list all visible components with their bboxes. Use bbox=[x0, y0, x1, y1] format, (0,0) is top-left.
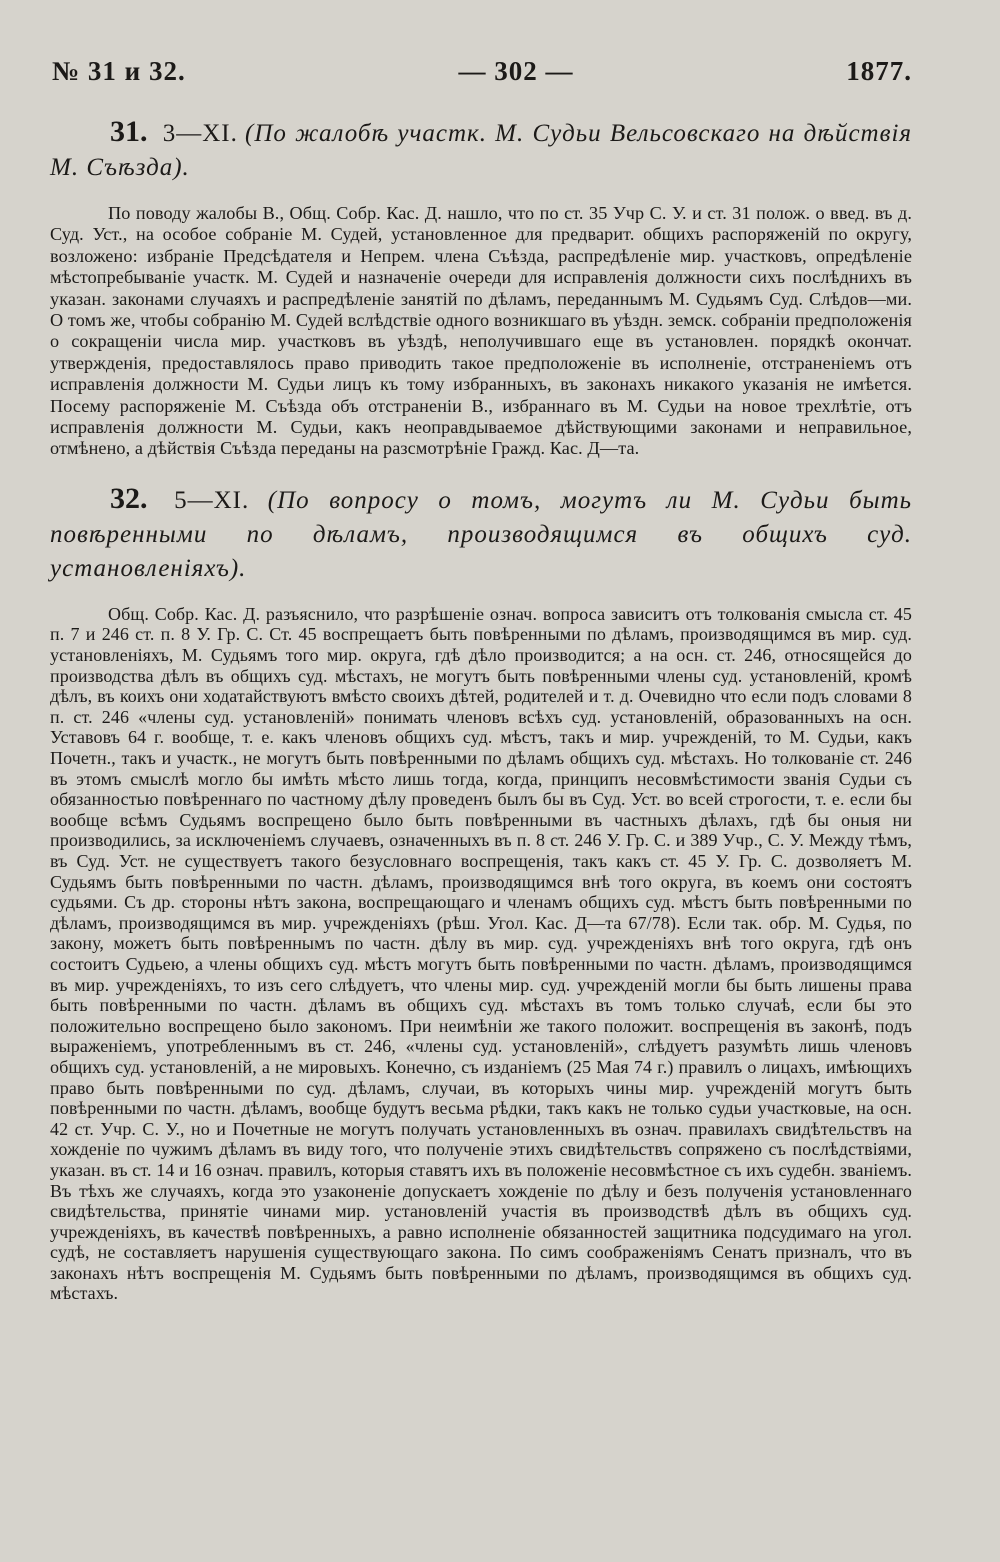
section-title-text: (По жалобѣ участк. М. Судьи Вельсовскаго на дѣйствія М. Съѣзда). bbox=[50, 120, 913, 181]
section-title-text: (По вопросу о томъ, могутъ ли М. Судьи быть повѣренными по дѣламъ, производящимся въ общихъ суд. установленіяхъ). bbox=[50, 486, 913, 582]
year: 1877. bbox=[846, 56, 912, 86]
section-number: 32. bbox=[110, 481, 148, 515]
section-heading bbox=[50, 482, 912, 586]
section-paragraph: По поводу жалобы В., Общ. Собр. Кас. Д. нашло, что по ст. 35 Учр С. У. и ст. 31 полож. о введ. въ д. Суд. Уст., на особое собраніе М. Судей, установленное для предварит. общихъ распоряженій по округу, возложено: избраніе Предсѣдателя и Непрем. члена Съѣзда, распредѣленіе мир. участковъ, опредѣленіе мѣстопребываніе участк. М. Судей и назначеніе очереди для исправленія должности сихъ послѣднихъ въ указан. законами случаяхъ и распредѣленіе занятій по дѣламъ, переданнымъ М. Судьямъ Суд. Слѣдов—ми. О томъ же, чтобы собранію М. Судей вслѣдствіе одного возникшаго въ уѣздн. земск. собраніи предположенія о сокращеніи числа мир. участковъ въ уѣздѣ, неполучившаго еще въ установлен. порядкѣ окончат. утвержденія, предоставлялось право приводить такое предположеніе въ исполненіе, отстраненіемъ отъ исправленія должности М. Судьи лицъ къ тому избранныхъ, въ законахъ никакого указанія не имѣется. Посему распоряженіе М. Съѣзда объ отстраненіи В., избраннаго въ М. Судьи на новое трехлѣтіе, отъ исправленія должности М. Судьи, какъ неоправдываемое дѣйствующими законами и неправильное, отмѣнено, а дѣйствія Съѣзда переданы на разсмотрѣніе Гражд. Кас. Д—та. bbox=[50, 203, 912, 459]
page-number: — 302 — bbox=[458, 56, 574, 86]
section-body bbox=[50, 203, 912, 460]
section-paragraph: Общ. Собр. Кас. Д. разъяснило, что разрѣшеніе означ. вопроса зависитъ отъ толкованія смысла ст. 45 п. 7 и 246 ст. п. 8 У. Гр. С. Ст. 45 воспрещаетъ быть повѣренными по дѣламъ, производящимся въ мир. суд. установленіяхъ, М. Судьямъ того мир. округа, гдѣ дѣло производится; а на осн. ст. 246, относящейся до производства дѣлъ въ общихъ суд. мѣстахъ, не могутъ быть повѣренными члены суд. установленій, кромѣ дѣлъ, въ коихъ они ходатайствуютъ вмѣсто своихъ дѣтей, родителей и т. д. Очевидно что если подъ словами 8 п. ст. 246 «члены суд. установленій» понимать членовъ всѣхъ суд. установленій, образованныхъ на осн. Уставовъ 64 г. вообще, т. е. какъ членовъ общихъ суд. мѣстъ, такъ и мир. учрежденій, то М. Судьи, какъ Почетн., такъ и участк., не могутъ быть повѣренными по дѣламъ общихъ суд. мѣстахъ. Но толкованіе ст. 246 въ этомъ смыслѣ могло бы имѣть мѣсто лишь тогда, когда, принципъ несовмѣстимости званія Судьи съ обязанностью повѣреннаго по частному дѣлу проведенъ былъ бы въ Суд. Уст. во всей строгости, т. е. если бы вообще всѣмъ Судьямъ воспрещено было быть повѣренными въ частныхъ дѣлахъ, гдѣ бы оныя ни производились, за исключеніемъ случаевъ, означенныхъ въ п. 8 ст. 246 У. Гр. С. и 389 Учр., С. У. Между тѣмъ, въ Суд. Уст. не существуетъ такого безусловнаго воспрещенія, такъ какъ ст. 45 У. Гр. С. дозволяетъ М. Судьямъ быть повѣренными по частн. дѣламъ, производящимся внѣ того округа, въ коемъ они состоятъ судьями. Съ др. стороны нѣтъ закона, воспрещающаго и членамъ общихъ суд. мѣстъ быть повѣренными по дѣламъ, производящимся въ мир. учрежденіяхъ (рѣш. Угол. Кас. Д—та 67/78). Если так. обр. М. Судья, по закону, можетъ быть повѣреннымъ по частн. дѣлу въ мир. суд. учрежденіяхъ внѣ того округа, гдѣ онъ состоитъ Судьею, а члены общихъ суд. мѣстъ могутъ быть повѣренными по частн. дѣламъ, производящимся въ мир. учрежденіяхъ, то изъ сего слѣдуетъ, что члены мир. суд. учрежденій могли бы быть лишены права быть повѣренными по частн. дѣламъ въ общихъ суд. мѣстахъ въ томъ только случаѣ, если бы это положительно воспрещено было закономъ. При неимѣніи же такого положит. воспрещенія въ законѣ, подъ выраженіемъ, употребленнымъ въ ст. 246, «члены суд. установленій», слѣдуетъ разумѣть лишь членовъ общихъ суд. установленій, а не мировыхъ. Конечно, съ изданіемъ (25 Мая 74 г.) правилъ о лицахъ, имѣющихъ право быть повѣренными по суд. дѣламъ, случаи, въ которыхъ чины мир. учрежденій могутъ быть повѣренными по частн. дѣламъ, вообще будутъ весьма рѣдки, такъ какъ не только судьи участковые, на осн. 42 ст. Учр. С. У., но и Почетные не могутъ получать установленныхъ въ означ. правилахъ свидѣтельствъ на хожденіе по чужимъ дѣламъ въ виду того, что полученіе этихъ свидѣтельствъ сопряжено съ послѣдствіями, указан. въ ст. 14 и 16 означ. правилъ, которыя ставятъ ихъ въ положеніе несовмѣстное съ ихъ судебн. званіемъ. Въ тѣхъ же случаяхъ, когда это узаконеніе допускаетъ хожденіе по дѣлу и безъ полученія установленнаго свидѣтельства, принятіе чинами мир. установленій участія въ производствѣ дѣлъ въ общихъ суд. учрежденіяхъ, въ качествѣ повѣренныхъ, а равно исполненіе обязанностей защитника подсудимаго на угол. судѣ, не составляетъ нарушенія существующаго закона. По симъ соображеніямъ Сенатъ призналъ, что въ законахъ нѣтъ воспрещенія М. Судьямъ быть повѣренными по дѣламъ, производящимся въ общихъ суд. мѣстахъ. bbox=[50, 603, 912, 1304]
section-32 bbox=[50, 482, 912, 1304]
issue-numbers: № 31 и 32. bbox=[52, 56, 186, 86]
section-date: 5—XI. bbox=[174, 486, 250, 514]
section-date: 3—XI. bbox=[162, 120, 238, 147]
page-header bbox=[52, 56, 912, 87]
section-body bbox=[50, 604, 912, 1304]
section-number: 31. bbox=[110, 115, 148, 148]
section-31 bbox=[50, 115, 912, 460]
section-heading bbox=[50, 115, 912, 185]
